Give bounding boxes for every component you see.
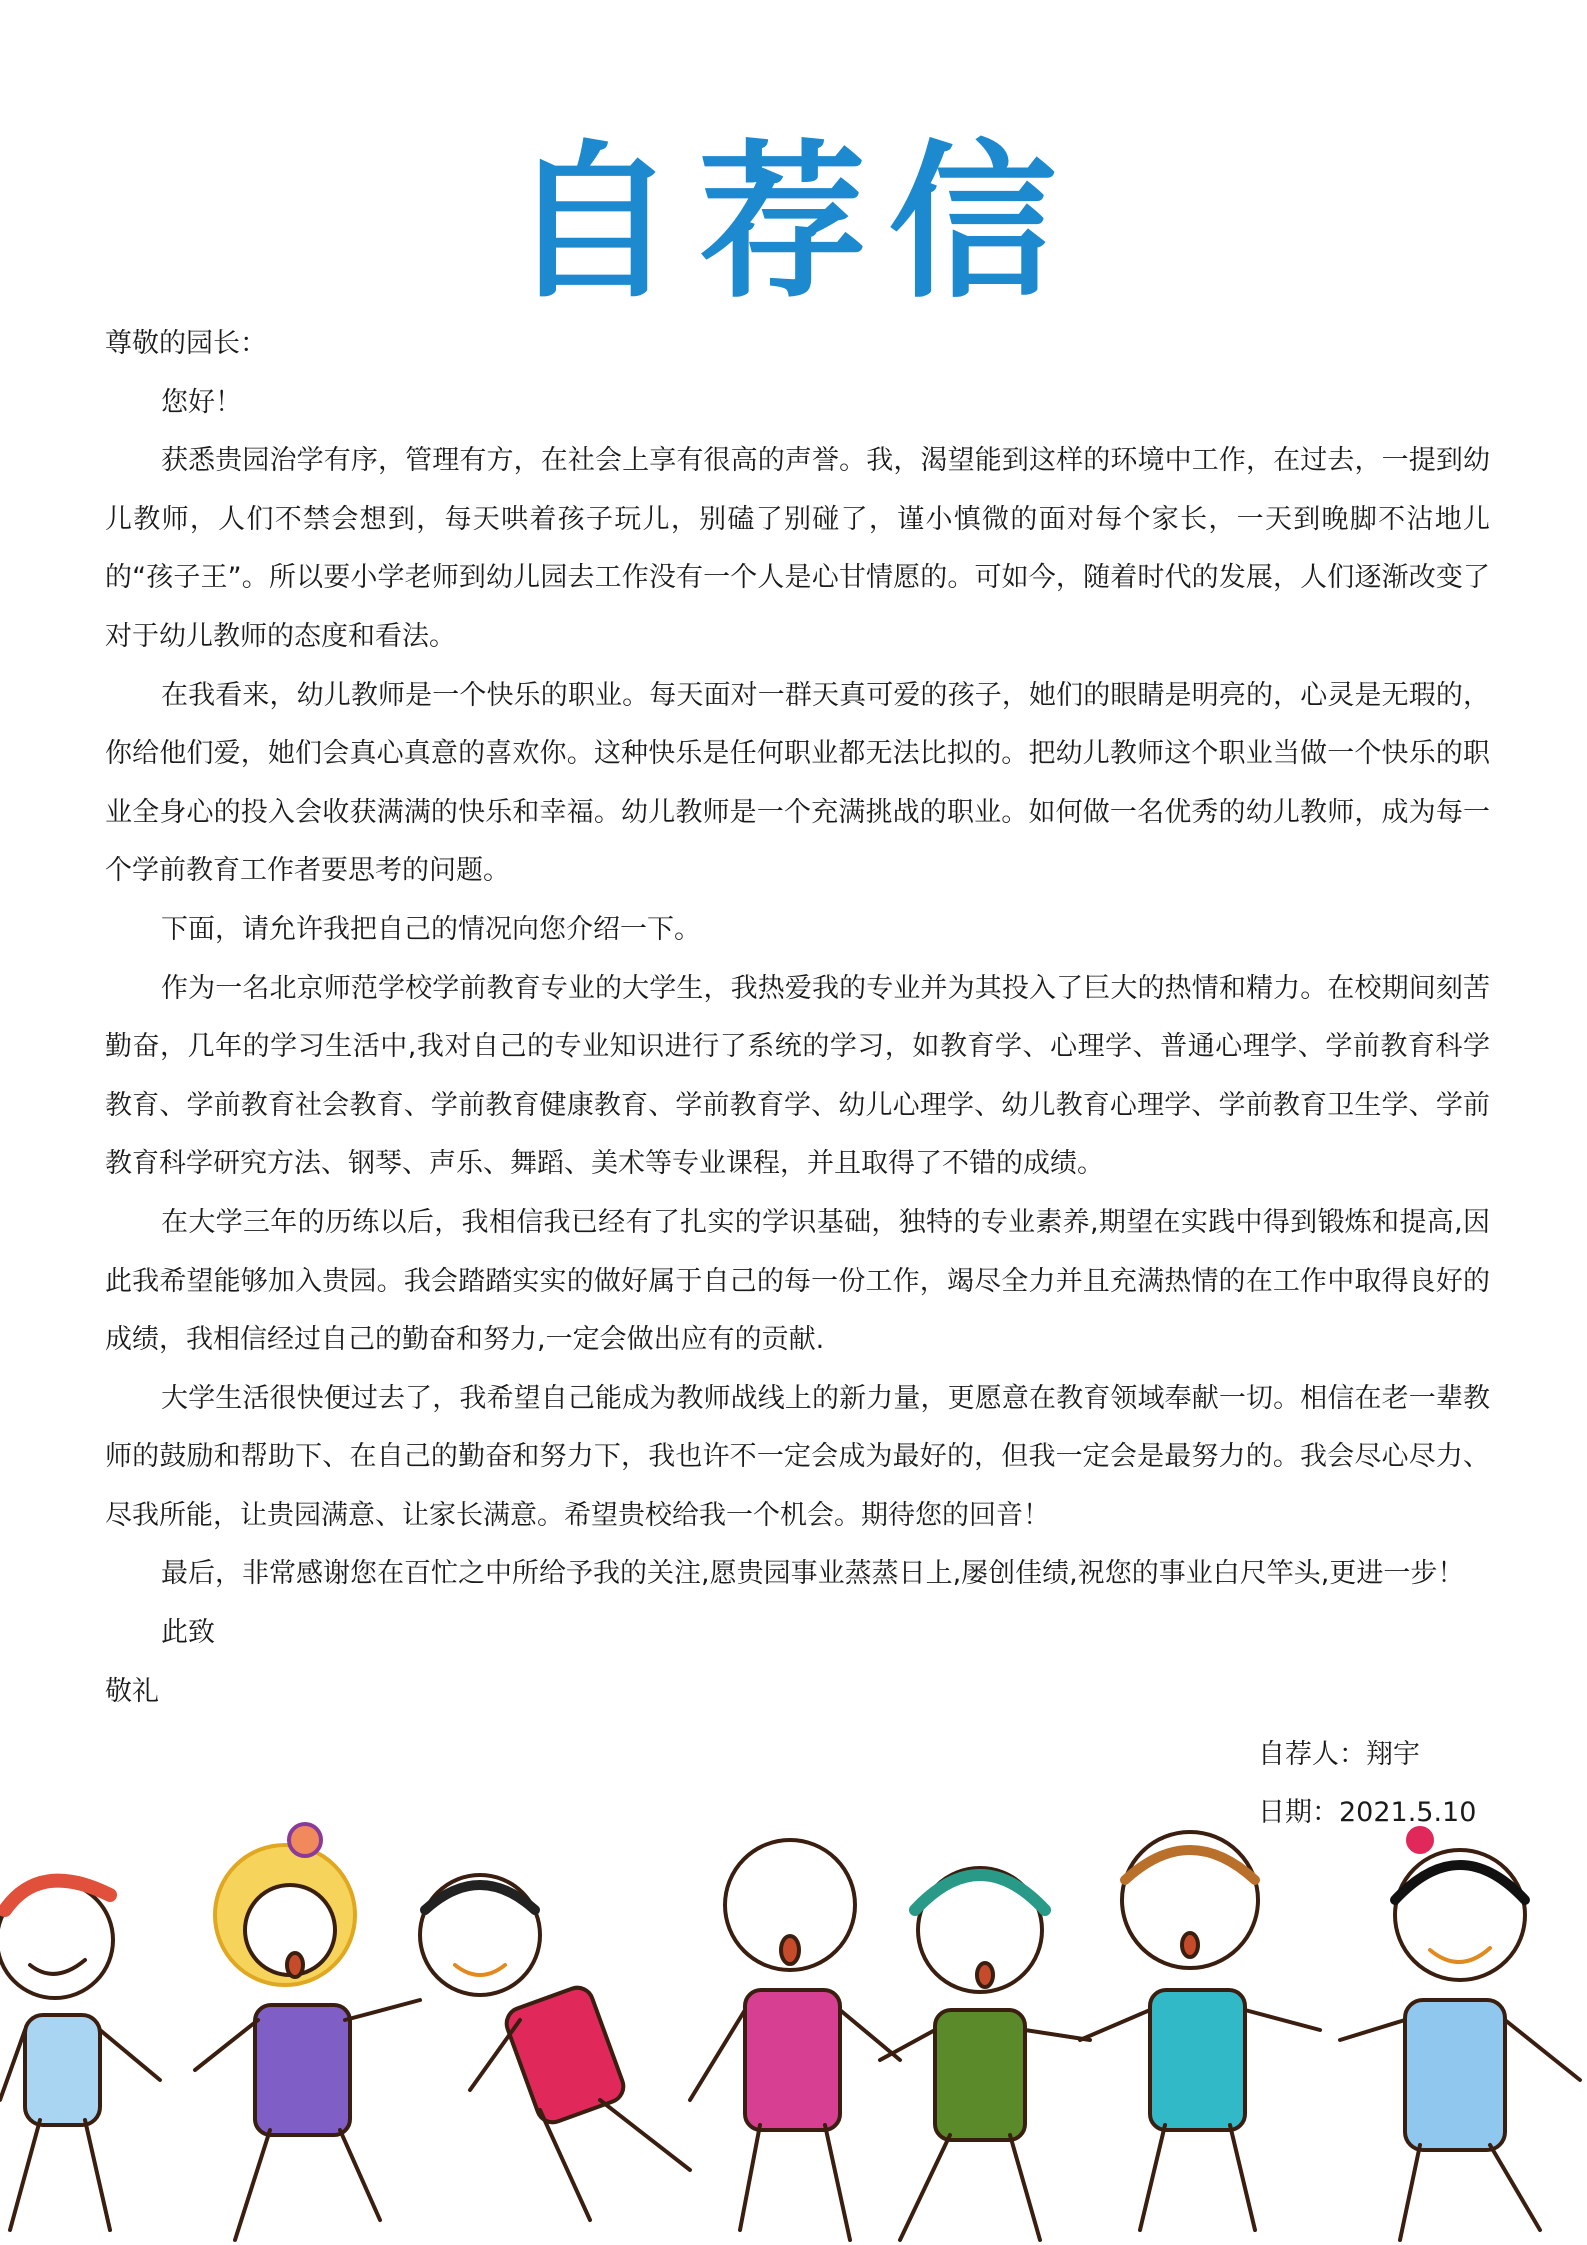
closing-line: 敬礼 bbox=[105, 1675, 159, 1707]
date: 日期：2021.5.10 bbox=[1258, 1797, 1477, 1828]
child-figure bbox=[1340, 1828, 1580, 2240]
closing-line: 此致 bbox=[161, 1617, 215, 1649]
children-illustration bbox=[0, 1800, 1587, 2245]
child-figure bbox=[880, 1868, 1090, 2240]
child-figure bbox=[0, 1881, 160, 2230]
paragraph: 作为一名北京师范学校学前教育专业的大学生，我热爱我的专业并为其投入了巨大的热情和精力。在校期间刻苦勤奋，几年的学习生活中,我对自己的专业知识进行了系统的学习，如教育学、心理学、普通心理学、学前教育科学教育、学前教育社会教育、学前教育健康教育、学前教育学、幼儿心理学、幼儿教育心理学、学前教育卫生学、学前教育科学研究方法、钢琴、声乐、舞蹈、美术等专业课程，并且取得了不错的成绩。 bbox=[105, 972, 1490, 1180]
paragraph: 在大学三年的历练以后，我相信我已经有了扎实的学识基础，独特的专业素养,期望在实践中得到锻炼和提高,因此我希望能够加入贵园。我会踏踏实实的做好属于自己的每一份工作，竭尽全力并且充满热情的在工作中取得良好的成绩，我相信经过自己的勤奋和努力,一定会做出应有的贡献. bbox=[105, 1206, 1490, 1356]
page-title: 自荐信 bbox=[508, 125, 1079, 321]
child-figure bbox=[1080, 1832, 1320, 2230]
paragraph: 获悉贵园治学有序，管理有方，在社会上享有很高的声誉。我，渴望能到这样的环境中工作，在过去，一提到幼儿教师，人们不禁会想到，每天哄着孩子玩儿，别磕了别碰了，谨小慎微的面对每个家长，一天到晚脚不沾地儿的“孩子王”。所以要小学老师到幼儿园去工作没有一个人是心甘情愿的。可如今，随着时代的发展，人们逐渐改变了对于幼儿教师的态度和看法。 bbox=[105, 445, 1490, 652]
paragraph: 下面，请允许我把自己的情况向您介绍一下。 bbox=[161, 913, 701, 945]
child-figure bbox=[420, 1875, 690, 2220]
paragraph: 最后，非常感谢您在百忙之中所给予我的关注,愿贵园事业蒸蒸日上,屡创佳绩,祝您的事业白尺竿头,更进一步！ bbox=[161, 1558, 1465, 1590]
child-figure bbox=[195, 1824, 420, 2240]
child-figure bbox=[690, 1840, 900, 2240]
signature: 自荐人：翔宇 bbox=[1258, 1739, 1420, 1770]
paragraph: 在我看来，幼儿教师是一个快乐的职业。每天面对一群天真可爱的孩子，她们的眼睛是明亮的，心灵是无瑕的，你给他们爱，她们会真心真意的喜欢你。这种快乐是任何职业都无法比拟的。把幼儿教师这个职业当做一个快乐的职业全身心的投入会收获满满的快乐和幸福。幼儿教师是一个充满挑战的职业。如何做一名优秀的幼儿教师，成为每一个学前教育工作者要思考的问题。 bbox=[105, 679, 1490, 887]
paragraph: 大学生活很快便过去了，我希望自己能成为教师战线上的新力量，更愿意在教育领域奉献一切。相信在老一辈教师的鼓励和帮助下、在自己的勤奋和努力下，我也许不一定会成为最好的，但我一定会是最努力的。我会尽心尽力、尽我所能，让贵园满意、让家长满意。希望贵校给我一个机会。期待您的回音！ bbox=[105, 1382, 1490, 1531]
letter-body bbox=[105, 315, 1490, 1721]
greeting: 您好！ bbox=[161, 386, 242, 418]
salutation: 尊敬的园长： bbox=[105, 328, 267, 359]
